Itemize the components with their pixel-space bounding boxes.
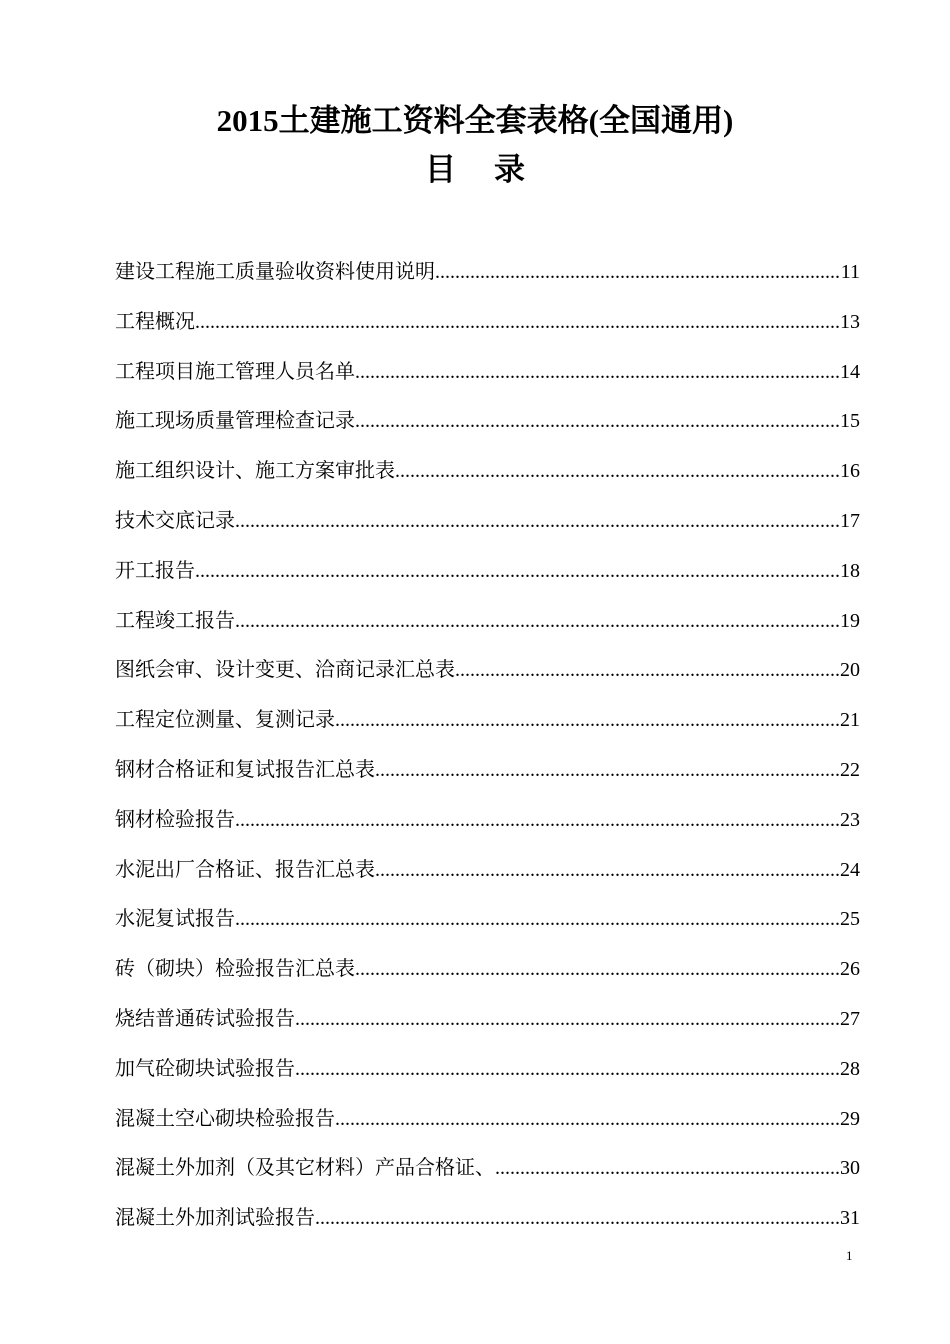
toc-entry-page: 16 [840, 460, 860, 483]
toc-entry[interactable] [115, 750, 860, 800]
toc-entry-page: 22 [840, 758, 860, 781]
toc-entry-title: 烧结普通砖试验报告 [115, 1005, 295, 1030]
toc-leader-dots [355, 353, 840, 391]
toc-leader-dots [235, 602, 840, 640]
toc-entry[interactable] [115, 899, 860, 949]
toc-entry-title: 图纸会审、设计变更、洽商记录汇总表 [115, 657, 455, 682]
toc-leader-dots [195, 552, 840, 590]
toc-entry-title: 施工现场质量管理检查记录 [115, 408, 355, 433]
toc-leader-dots [295, 1050, 840, 1088]
toc-entry-page: 27 [840, 1007, 860, 1030]
toc-entry-title: 混凝土外加剂（及其它材料）产品合格证、 [115, 1155, 495, 1180]
toc-entry-title: 混凝土外加剂试验报告 [115, 1205, 315, 1230]
toc-entry[interactable] [115, 401, 860, 451]
toc-entry-page: 28 [840, 1057, 860, 1080]
toc-leader-dots [495, 1149, 840, 1187]
toc-entry[interactable] [115, 551, 860, 601]
toc-entry[interactable] [115, 700, 860, 750]
toc-entry-page: 15 [840, 410, 860, 433]
toc-entry-page: 11 [840, 261, 860, 283]
toc-entry[interactable] [115, 1049, 860, 1099]
toc-entry[interactable] [115, 949, 860, 999]
toc-leader-dots [235, 801, 840, 839]
toc-entry[interactable] [115, 800, 860, 850]
toc-leader-dots [195, 303, 840, 341]
toc-leader-dots [335, 701, 840, 739]
toc-entry-title: 加气砼砌块试验报告 [115, 1055, 295, 1080]
document-title: 2015土建施工资料全套表格(全国通用) [216, 103, 734, 138]
toc-entry-title: 钢材检验报告 [115, 806, 235, 831]
toc-leader-dots [235, 900, 840, 938]
toc-leader-dots [355, 950, 840, 988]
toc-entry-page: 31 [840, 1207, 860, 1230]
toc-entry[interactable] [115, 999, 860, 1049]
toc-leader-dots [455, 651, 840, 689]
toc-leader-dots [435, 253, 841, 291]
toc-entry-page: 29 [840, 1107, 860, 1130]
toc-entry-title: 建设工程施工质量验收资料使用说明 [115, 259, 435, 283]
toc-entry-page: 18 [840, 559, 860, 582]
toc-entry-title: 工程项目施工管理人员名单 [115, 358, 355, 383]
table-of-contents [115, 252, 860, 1248]
toc-entry-page: 24 [840, 858, 860, 881]
toc-entry[interactable] [115, 352, 860, 402]
toc-entry-page: 30 [840, 1157, 860, 1180]
toc-entry-page: 20 [840, 659, 860, 682]
toc-leader-dots [315, 1199, 840, 1237]
toc-entry-title: 混凝土空心砌块检验报告 [115, 1105, 335, 1130]
toc-entry-page: 23 [840, 808, 860, 831]
toc-entry[interactable] [115, 650, 860, 700]
toc-entry-title: 砖（砌块）检验报告汇总表 [115, 956, 355, 981]
toc-entry-title: 工程概况 [115, 308, 195, 333]
toc-leader-dots [355, 402, 840, 440]
toc-entry-page: 17 [840, 509, 860, 532]
toc-entry-page: 13 [840, 310, 860, 333]
toc-entry-title: 水泥出厂合格证、报告汇总表 [115, 856, 375, 881]
toc-entry-title: 工程定位测量、复测记录 [115, 707, 335, 732]
toc-leader-dots [235, 502, 840, 540]
toc-entry-page: 21 [840, 709, 860, 732]
toc-entry[interactable] [115, 501, 860, 551]
toc-entry-title: 水泥复试报告 [115, 906, 235, 931]
toc-entry-title: 开工报告 [115, 557, 195, 582]
toc-entry[interactable] [115, 252, 860, 302]
toc-entry[interactable] [115, 1198, 860, 1248]
page-number: 1 [846, 1248, 853, 1263]
toc-entry-title: 技术交底记录 [115, 507, 235, 532]
toc-heading: 目录 [425, 152, 563, 187]
toc-entry[interactable] [115, 850, 860, 900]
toc-entry-page: 26 [840, 958, 860, 981]
toc-leader-dots [375, 851, 840, 889]
toc-entry-title: 工程竣工报告 [115, 607, 235, 632]
toc-leader-dots [335, 1100, 840, 1138]
toc-entry-page: 25 [840, 908, 860, 931]
toc-entry[interactable] [115, 1099, 860, 1149]
toc-entry[interactable] [115, 1148, 860, 1198]
toc-entry-title: 施工组织设计、施工方案审批表 [115, 458, 395, 483]
toc-entry-title: 钢材合格证和复试报告汇总表 [115, 756, 375, 781]
toc-entry[interactable] [115, 601, 860, 651]
toc-entry[interactable] [115, 302, 860, 352]
toc-leader-dots [295, 1000, 840, 1038]
toc-entry[interactable] [115, 451, 860, 501]
toc-leader-dots [375, 751, 840, 789]
toc-leader-dots [395, 452, 840, 490]
toc-entry-page: 19 [840, 609, 860, 632]
toc-entry-page: 14 [840, 360, 860, 383]
